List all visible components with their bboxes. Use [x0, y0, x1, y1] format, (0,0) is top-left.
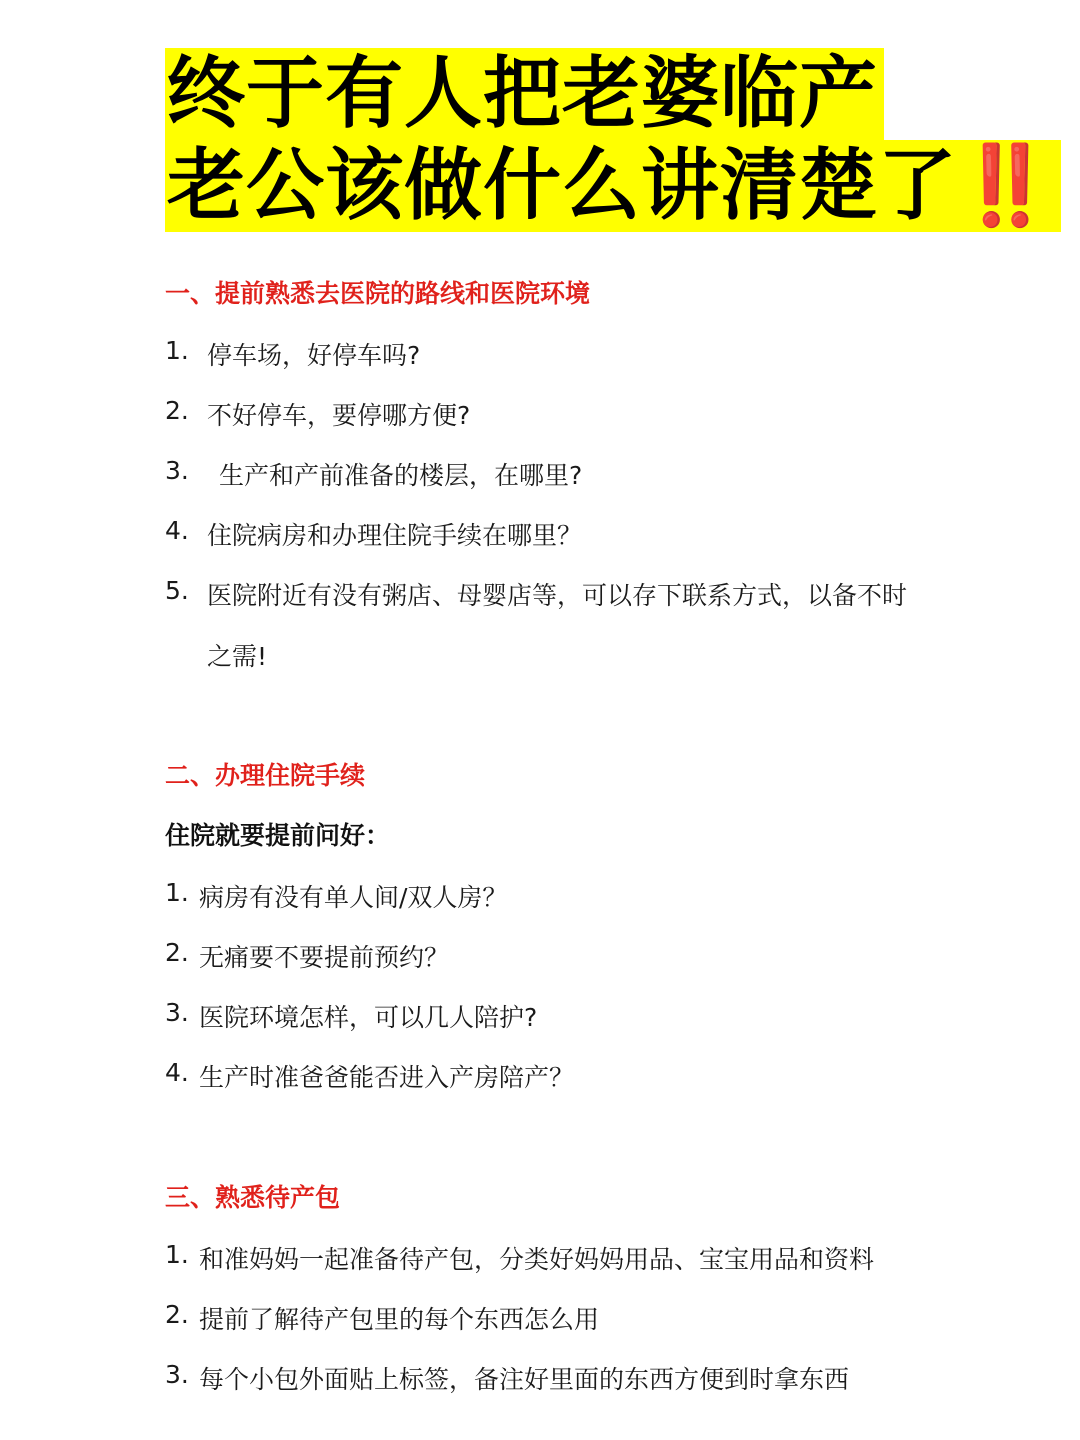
- item-text: 无痛要不要提前预约？: [199, 943, 450, 972]
- list-item: [165, 938, 450, 972]
- item-number: 1.: [165, 1240, 189, 1269]
- list-item: [165, 576, 908, 610]
- list-item: [165, 336, 421, 370]
- item-text: 生产和产前准备的楼层，在哪里?: [219, 461, 583, 490]
- list-item: [165, 456, 583, 490]
- item-text: 和准妈妈一起准备待产包，分类好妈妈用品、宝宝用品和资料: [199, 1245, 875, 1274]
- item-text: 生产时准爸爸能否进入产房陪产？: [199, 1063, 575, 1092]
- item-text: 不好停车，要停哪方便?: [207, 401, 471, 430]
- item-text-continuation: 之需!: [207, 642, 268, 671]
- item-text: 停车场，好停车吗?: [207, 341, 421, 370]
- item-number: 3.: [165, 456, 189, 485]
- list-item: [165, 1300, 600, 1334]
- item-number: 4.: [165, 1058, 189, 1087]
- section-3-heading: 三、熟悉待产包: [165, 1183, 341, 1212]
- list-item: [165, 1240, 875, 1274]
- item-number: 2.: [165, 396, 189, 425]
- item-number: 3.: [165, 1360, 189, 1389]
- item-number: 1.: [165, 336, 189, 365]
- list-item: [165, 396, 471, 430]
- section-1-heading: 一、提前熟悉去医院的路线和医院环境: [165, 279, 591, 308]
- item-number: 1.: [165, 878, 189, 907]
- item-text: 每个小包外面贴上标签，备注好里面的东西方便到时拿东西: [199, 1365, 850, 1394]
- item-number: 4.: [165, 516, 189, 545]
- item-number: 5.: [165, 576, 189, 605]
- list-item: [165, 998, 538, 1032]
- list-item: [165, 516, 583, 550]
- item-text: 医院附近有没有粥店、母婴店等，可以存下联系方式，以备不时: [207, 581, 908, 610]
- title-line-1: 终于有人把老婆临产: [165, 48, 884, 140]
- item-text: 住院病房和办理住院手续在哪里？: [207, 521, 583, 550]
- section-2-heading: 二、办理住院手续: [165, 761, 366, 790]
- list-item: [165, 1360, 850, 1394]
- item-text: 提前了解待产包里的每个东西怎么用: [199, 1305, 600, 1334]
- list-item: [165, 1058, 575, 1092]
- page-title: [165, 48, 1061, 232]
- item-number: 2.: [165, 1300, 189, 1329]
- item-number: 3.: [165, 998, 189, 1027]
- item-text: 医院环境怎样，可以几人陪护?: [199, 1003, 538, 1032]
- title-line-2: 老公该做什么讲清楚了‼️: [165, 140, 1061, 232]
- section-2-subheading: 住院就要提前问好：: [165, 821, 391, 850]
- list-item: [165, 878, 508, 912]
- item-text: 病房有没有单人间/双人房？: [199, 883, 508, 912]
- item-number: 2.: [165, 938, 189, 967]
